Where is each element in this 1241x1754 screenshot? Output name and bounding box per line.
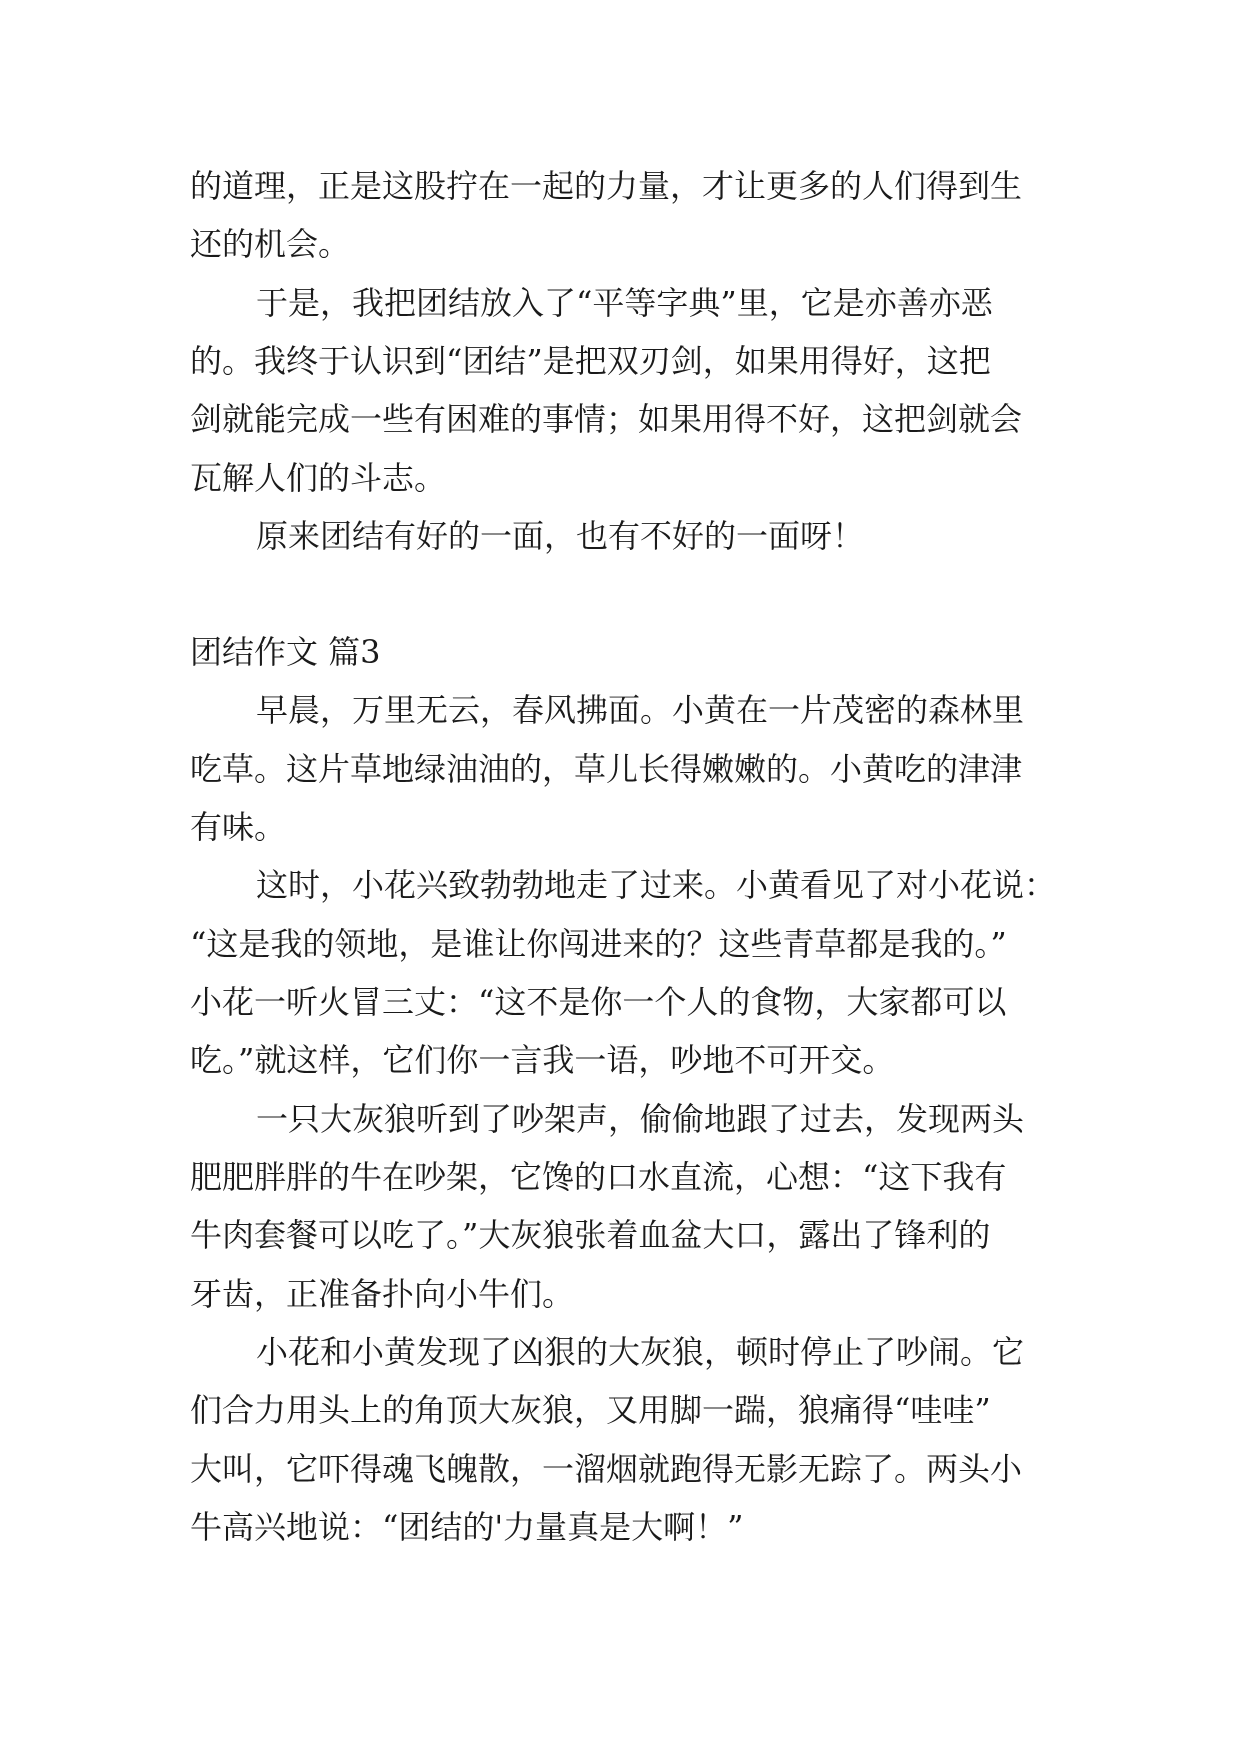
text-line: 这时，小花兴致勃勃地走了过来。小黄看见了对小花说： bbox=[256, 866, 1057, 904]
text-line: 早晨，万里无云，春风拂面。小黄在一片茂密的森林里 bbox=[256, 691, 1025, 729]
text-line: 牛肉套餐可以吃了。”大灰狼张着血盆大口，露出了锋利的 bbox=[190, 1216, 991, 1254]
text-line: 有味。 bbox=[190, 808, 287, 846]
text-line: 一只大灰狼听到了吵架声，偷偷地跟了过去，发现两头 bbox=[256, 1100, 1025, 1138]
text-line: 们合力用头上的角顶大灰狼，又用脚一踹，狼痛得“哇哇” bbox=[190, 1391, 991, 1429]
text-line: 小花和小黄发现了凶狠的大灰狼，顿时停止了吵闹。它 bbox=[256, 1333, 1025, 1371]
text-line: 牛高兴地说：“团结的'力量真是大啊！” bbox=[190, 1508, 744, 1546]
text-line: “这是我的领地，是谁让你闯进来的？这些青草都是我的。” bbox=[190, 925, 1007, 963]
text-line: 牙齿，正准备扑向小牛们。 bbox=[190, 1275, 575, 1313]
text-line: 剑就能完成一些有困难的事情；如果用得不好，这把剑就会 bbox=[190, 400, 1023, 438]
text-line: 于是，我把团结放入了“平等字典”里，它是亦善亦恶 bbox=[256, 284, 993, 322]
text-line: 还的机会。 bbox=[190, 225, 351, 263]
text-line: 吃草。这片草地绿油油的，草儿长得嫩嫩的。小黄吃的津津 bbox=[190, 750, 1023, 788]
text-line: 的。我终于认识到“团结”是把双刃剑，如果用得好，这把 bbox=[190, 342, 991, 380]
text-line: 肥肥胖胖的牛在吵架，它馋的口水直流，心想：“这下我有 bbox=[190, 1158, 1007, 1196]
text-line: 瓦解人们的斗志。 bbox=[190, 459, 447, 497]
section-heading: 团结作文 篇3 bbox=[190, 633, 381, 671]
text-line: 吃。”就这样，它们你一言我一语，吵地不可开交。 bbox=[190, 1041, 895, 1079]
text-line: 的道理，正是这股拧在一起的力量，才让更多的人们得到生 bbox=[190, 167, 1023, 205]
text-line: 原来团结有好的一面，也有不好的一面呀！ bbox=[256, 517, 865, 555]
text-line: 小花一听火冒三丈：“这不是你一个人的食物，大家都可以 bbox=[190, 983, 1007, 1021]
text-line: 大叫，它吓得魂飞魄散，一溜烟就跑得无影无踪了。两头小 bbox=[190, 1450, 1023, 1488]
